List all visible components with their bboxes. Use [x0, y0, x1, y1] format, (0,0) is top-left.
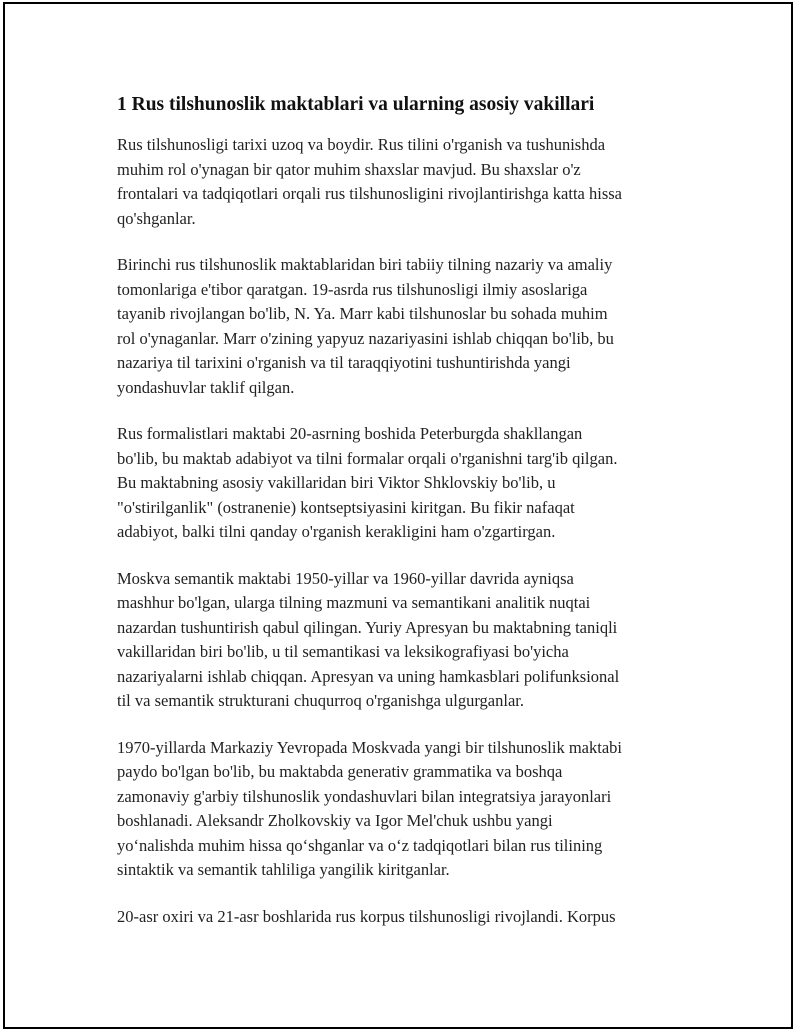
paragraph — [117, 253, 677, 400]
text-line: Moskva semantik maktabi 1950-yillar va 1960-yillar davrida ayniqsa — [117, 568, 574, 588]
paragraph — [117, 567, 677, 714]
text-line: zamonaviy g'arbiy tilshunoslik yondashuvlari bilan integratsiya jarayonlari — [117, 786, 612, 806]
text-line: Rus tilshunosligi tarixi uzoq va boydir. Rus tilini o'rganish va tushunishda — [117, 135, 606, 154]
text-line: Birinchi rus tilshunoslik maktablaridan biri tabiiy tilning nazariy va amaliy — [117, 255, 613, 274]
text-line: rol o'ynaganlar. Marr o'zining yapyuz nazariyasini ishlab chiqqan bo'lib, bu — [117, 328, 614, 348]
text-line: til va semantik strukturani chuqurroq o'rganishga ulgurganlar. — [117, 691, 524, 710]
text-line: 20-asr oxiri va 21-asr boshlarida rus korpus tilshunosligi rivojlandi. Korpus — [117, 906, 616, 926]
paragraph — [117, 133, 677, 231]
text-line: vakillaridan biri bo'lib, u til semantikasi va leksikografiyasi bo'yicha — [117, 642, 569, 661]
text-line: muhim rol o'ynagan bir qator muhim shaxslar mavjud. Bu shaxslar o'z — [117, 159, 581, 179]
text-line: nazardan tushuntirish qabul qilingan. Yuriy Apresyan bu maktabning taniqli — [117, 617, 618, 637]
text-line: Bu maktabning asosiy vakillaridan biri Viktor Shklovskiy bo'lib, u — [117, 473, 556, 492]
text-line: boshlanadi. Aleksandr Zholkovskiy va Igor Mel'chuk ushbu yangi — [117, 811, 553, 830]
text-line: 1970-yillarda Markaziy Yevropada Moskvada yangi bir tilshunoslik maktabi — [117, 737, 622, 757]
text-line: yo‘nalishda muhim hissa qo‘shganlar va o‘z tadqiqotlari bilan rus tilining — [117, 835, 603, 855]
text-line: Rus formalistlari maktabi 20-asrning boshida Peterburgda shakllangan — [117, 424, 583, 443]
text-line: sintaktik va semantik tahliliga yangilik kiritganlar. — [117, 860, 450, 879]
text-line: nazariya til tarixini o'rganish va til taraqqiyotini tushuntirishda yangi — [117, 353, 571, 372]
text-line: paydo bo'lgan bo'lib, bu maktabda generativ grammatika va boshqa — [117, 762, 563, 781]
text-line: "o'stirilganlik" (ostranenie) kontseptsiyasini kiritgan. Bu fikir nafaqat — [117, 497, 575, 517]
text-line: adabiyot, balki tilni qanday o'rganish kerakligini ham o'zgartirgan. — [117, 522, 556, 541]
text-line: mashhur bo'lgan, ularga tilning mazmuni va semantikani analitik nuqtai — [117, 593, 591, 612]
text-line: nazariyalarni ishlab chiqqan. Apresyan va uning hamkasblari polifunksional — [117, 666, 620, 686]
paragraph — [117, 422, 677, 545]
document-body — [117, 91, 677, 951]
text-line: frontalari va tadqiqotlari orqali rus tilshunosligini rivojlantirishga katta hissa — [117, 184, 622, 203]
text-line: tomonlariga e'tibor qaratgan. 19-asrda rus tilshunosligi ilmiy asoslariga — [117, 279, 588, 299]
text-line: bo'lib, bu maktab adabiyot va tilni formalar orqali o'rganishni targ'ib qilgan. — [117, 448, 618, 468]
text-line: tayanib rivojlangan bo'lib, N. Ya. Marr kabi tilshunoslar bu sohada muhim — [117, 304, 608, 323]
text-line: yondashuvlar taklif qilgan. — [117, 377, 295, 397]
document-title: 1 Rus tilshunoslik maktablari va ularning asosiy vakillari — [117, 94, 595, 115]
text-line: qo'shganlar. — [117, 208, 196, 228]
paragraph — [117, 905, 677, 930]
paragraph — [117, 736, 677, 883]
